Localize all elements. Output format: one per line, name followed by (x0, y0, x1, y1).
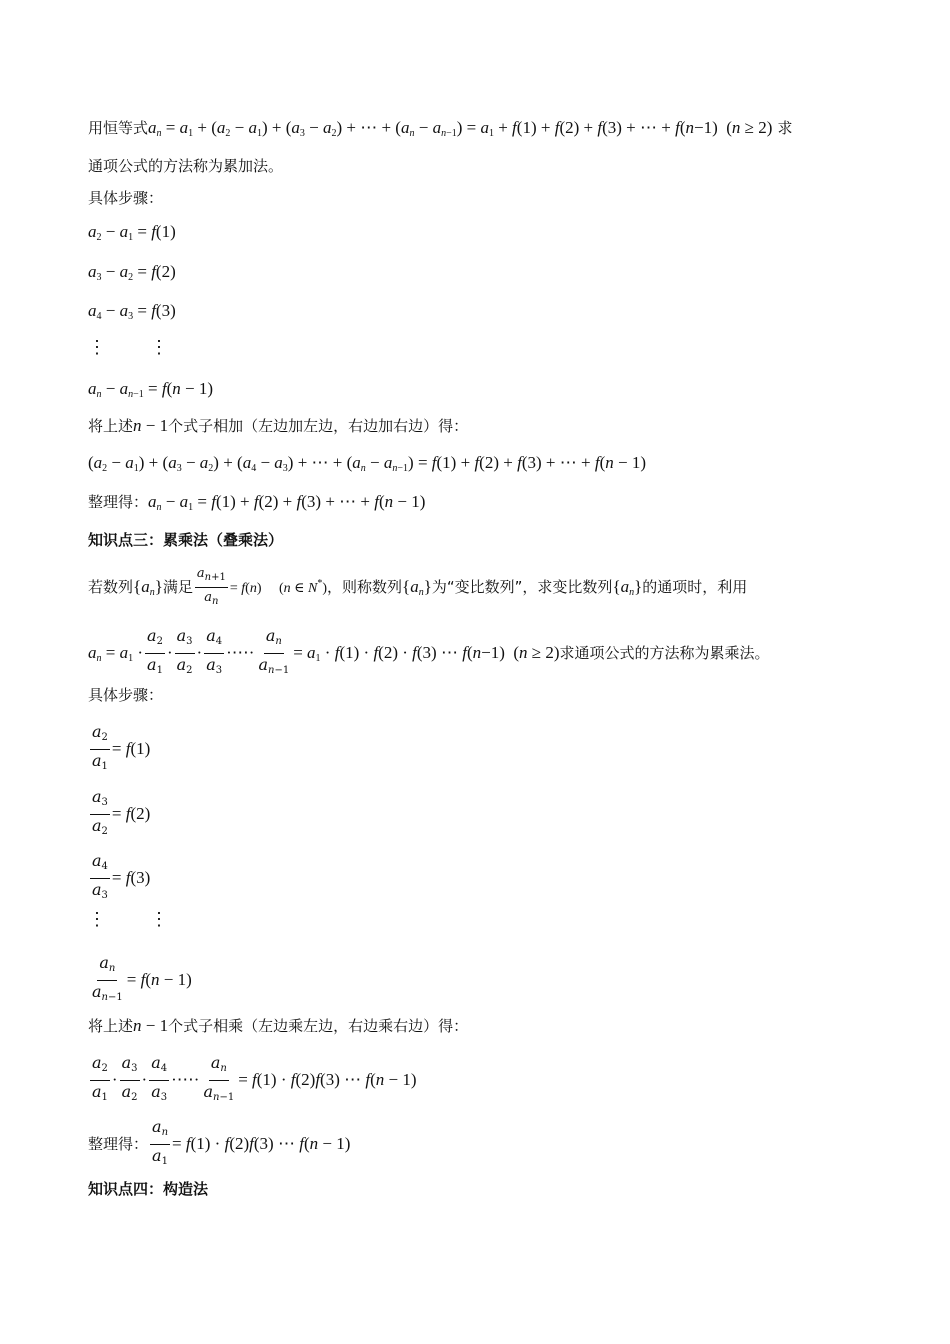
mul-product: $\frac{a_2}{a_1}$ · $\frac{a_3}{a_2}$ · $\frac{a_4}{a_3}$ ·⋯· $\frac{a_n}{a_{n-1}}$ = f(1) · f(2)f(3) ⋯ f(n − 1) (92, 1053, 417, 1103)
vdots-right-2: ⋮ (150, 909, 168, 930)
mul-combine (88, 1015, 468, 1037)
mul-combine-count: n − 1 (133, 1016, 169, 1035)
mul-def-2: 满足 (162, 578, 193, 596)
add-step-3: $a_4 - a_3 = f(3)$ (88, 301, 176, 322)
section4-title: 知识点四：构造法 (88, 1180, 209, 1198)
mul-result-label: 整理得： (88, 1135, 149, 1153)
mul-def-5: 的通项时，利用 (642, 578, 748, 596)
add-step-2: $a_3 - a_2 = f(2)$ (88, 262, 176, 283)
section3-title: 知识点三：累乘法（叠乘法） (88, 531, 284, 549)
add-combine (88, 415, 468, 437)
mul-step-2: $\frac{a_3}{a_2}$ = f(2) (92, 787, 151, 837)
add-combine-count: n − 1 (133, 416, 169, 435)
add-combine-suffix: 个式子相加（左边加左边，右边加右边）得： (168, 417, 469, 435)
vdots-left-2: ⋮ (88, 909, 106, 930)
intro-line (88, 117, 793, 145)
mul-combine-suffix: 个式子相乘（左边乘左边，右边乘右边）得： (168, 1017, 469, 1035)
mul-combine-prefix: 将上述 (88, 1017, 134, 1035)
add-combine-prefix: 将上述 (88, 417, 134, 435)
steps-label-mul: 具体步骤： (88, 686, 164, 704)
ratio-fraction: $\frac{a_{n+1}}{a_n}$ (196, 566, 226, 607)
mul-def-4: 为“变比数列”，求变比数列 (431, 578, 613, 596)
add-result (88, 491, 425, 519)
intro-suffix: 求 (777, 119, 793, 137)
mul-def-1: 若数列 (88, 578, 134, 596)
add-step-n: $a_n - a_{n-1} = f(n - 1)$ (88, 379, 213, 400)
add-step-1: $a_2 - a_1 = f(1)$ (88, 222, 176, 243)
add-sum: $(a_2 - a_1) + (a_3 - a_2) + (a_4 - a_3)$ + ⋯ + $(a_n - a_{n-1}) = f(1) + f(2) + f(3)$ + ⋯ + f(n − 1) (88, 453, 646, 474)
intro-formula: $a_n = a_1 + (a_2 - a_1) + (a_3 - a_2)$ + ⋯ + $(a_n - a_{n-1}) = a_1 + f(1) + f(2) + f(3)$ + ⋯ + f(n−1) (n ≥ 2) (148, 118, 773, 139)
intro-line-2: 通项公式的方法称为累加法。 (88, 157, 284, 175)
add-result-formula: $a_n - a_1 = f(1) + f(2) + f(3)$ + ⋯ + f(n − 1) (148, 492, 426, 513)
mul-step-n: $\frac{a_n}{a_{n-1}}$ = f(n − 1) (92, 953, 192, 1003)
mul-step-3: $\frac{a_4}{a_3}$ = f(3) (92, 851, 151, 901)
steps-label-add: 具体步骤： (88, 189, 164, 207)
mul-definition: 若数列$\{a_n\}$满足 $\frac{a_{n+1}}{a_n}$ = f(n) (n ∈ N*)，则称数列$\{a_n\}$为“变比数列”，求变比数列$\{a_n\}$的通项时，利用 (88, 566, 748, 607)
mul-result: 整理得： $\frac{a_n}{a_1}$ = f(1) · f(2)f(3) ⋯ f(n − 1) (88, 1117, 351, 1167)
add-result-label: 整理得： (88, 493, 149, 511)
mul-def-3: ，则称数列 (327, 578, 403, 596)
vdots-left-1: ⋮ (88, 337, 106, 358)
mul-step-1: $\frac{a_2}{a_1}$ = f(1) (92, 722, 151, 772)
mul-formula-suffix: 求通项公式的方法称为累乘法。 (559, 644, 770, 662)
intro-prefix: 用恒等式 (88, 119, 149, 137)
mul-formula: $a_n = a_1$ · $\frac{a_2}{a_1}$ · $\frac{a_3}{a_2}$ · $\frac{a_4}{a_3}$ ·⋯· $\frac{a_n}{a_{n-1}}$ = $a_1 \cdot f(1) \cdot f(2) \cdot f(3)$ ⋯ f(n−1) (n ≥ 2)求通项公式的方法称为累乘法。 (88, 626, 770, 676)
vdots-right-1: ⋮ (150, 337, 168, 358)
